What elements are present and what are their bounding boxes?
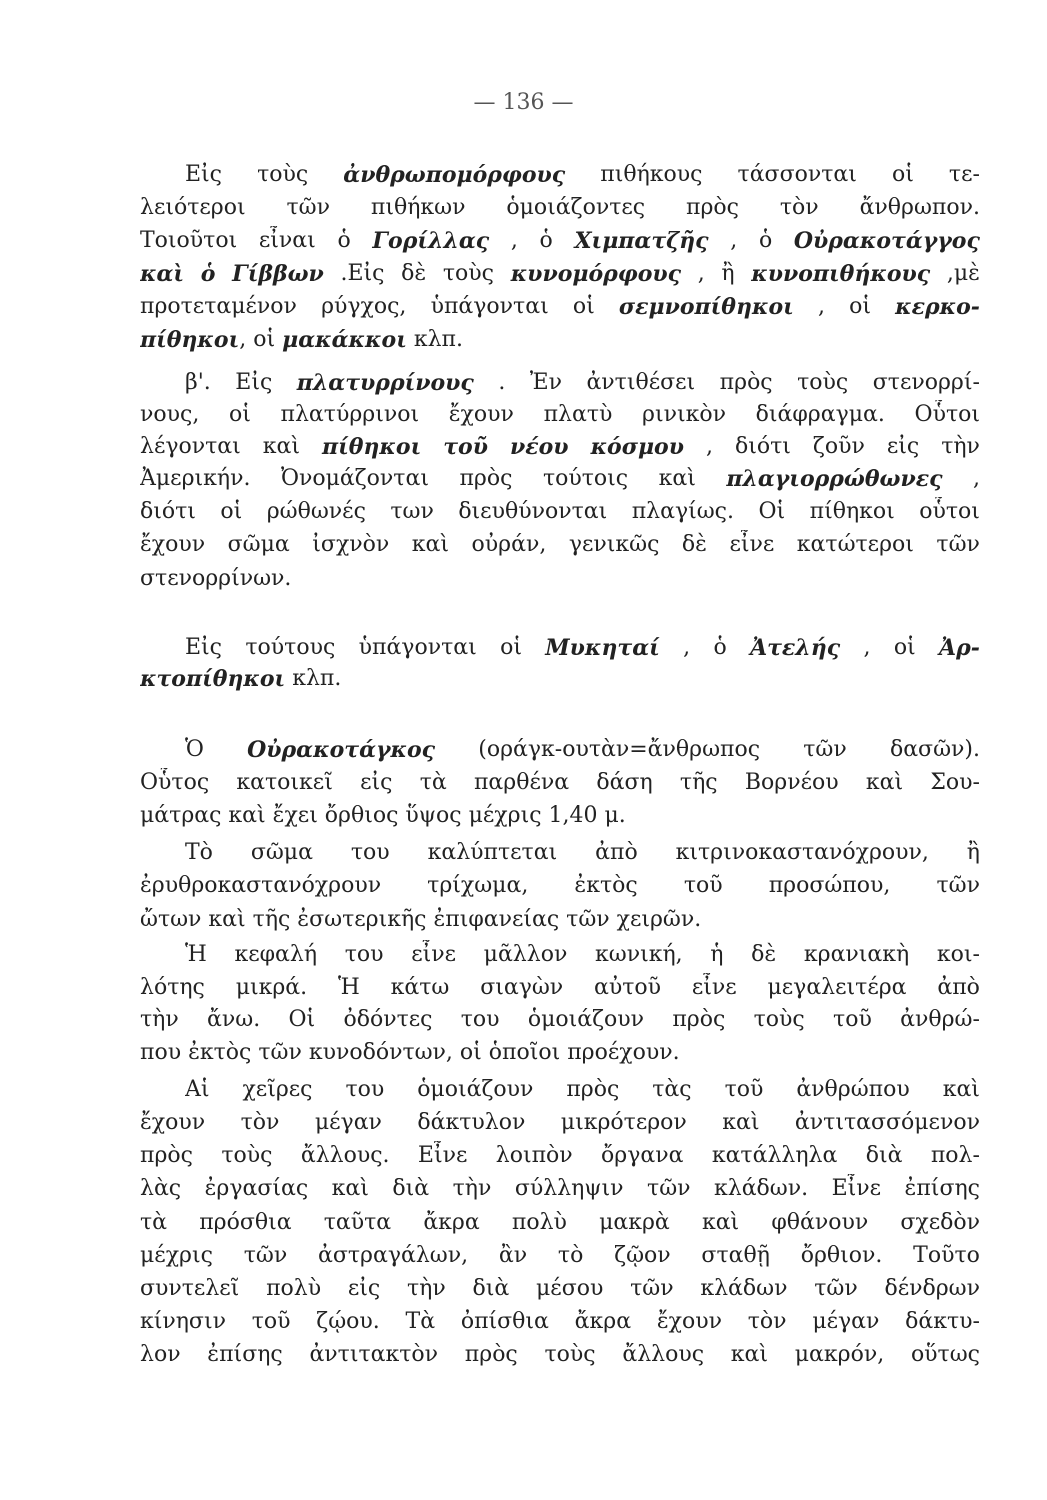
word: τε-	[948, 162, 980, 187]
word: ἀστραγάλων,	[318, 1243, 469, 1268]
word: μακρόν,	[794, 1342, 885, 1367]
word: τῶν	[647, 1176, 691, 1201]
word: τὰ	[419, 770, 447, 795]
text-line	[140, 871, 980, 901]
word: σῶμα	[250, 840, 313, 865]
word: ὁμοιάζουν	[527, 1007, 645, 1032]
word: ὑπάγονται	[358, 635, 477, 660]
word: καὶ	[411, 532, 450, 557]
word: τοῦ	[833, 1007, 872, 1032]
word: διάφραγμα.	[755, 402, 885, 427]
word: λότης	[140, 975, 205, 1000]
word: ζῷον	[614, 1243, 671, 1268]
word: ὁμοιάζοντες	[506, 195, 646, 220]
word: τὸν	[240, 1110, 280, 1135]
word: τοὺς	[544, 1342, 596, 1367]
word: των	[390, 499, 434, 524]
word: μέγαν	[812, 1309, 880, 1334]
word: γενικῶς	[568, 532, 660, 557]
word: τοὺς	[221, 1143, 273, 1168]
emphasis-word: Γίββων	[232, 261, 324, 287]
word: λὰς	[140, 1176, 182, 1201]
word: Εἰς	[185, 635, 223, 660]
word: ,	[863, 635, 871, 660]
text-line	[140, 193, 980, 223]
word: ἐκτὸς	[574, 873, 638, 898]
word: εἶνε	[691, 975, 737, 1000]
text-line	[140, 1307, 980, 1337]
word: οἱ	[893, 635, 916, 660]
text-segment: στενορρίνων.	[140, 566, 292, 591]
word: δὲ	[681, 532, 707, 557]
word: τὴν	[452, 1176, 492, 1201]
word: τούτους	[245, 635, 336, 660]
word: β'.	[185, 370, 211, 395]
word: μέγαν	[314, 1110, 382, 1135]
word: πλατὺ	[543, 402, 613, 427]
word: πίθηκοι	[809, 499, 895, 524]
text-line	[140, 664, 980, 694]
word: εἶνε	[411, 942, 456, 967]
word: μέχρις	[140, 1243, 213, 1268]
word: ἄκρα	[574, 1309, 632, 1334]
word: καὶ	[942, 1077, 980, 1102]
emphasis-word: Ἀτελής	[750, 635, 841, 661]
word: Εἶνε	[417, 1143, 468, 1168]
word: λέγονται	[140, 434, 241, 459]
word: ὁ	[337, 228, 351, 253]
word: ἀντιτασσόμενον	[794, 1110, 980, 1135]
word: τούτοις	[542, 466, 629, 491]
word: διὰ	[392, 1176, 430, 1201]
text-segment: κλπ.	[285, 666, 342, 691]
word: συντελεῖ	[140, 1276, 240, 1301]
word: κεφαλή	[234, 942, 318, 967]
text-line	[185, 633, 980, 663]
word: ὁ	[713, 635, 727, 660]
word: του	[460, 1007, 500, 1032]
text-segment: κλπ.	[406, 327, 463, 352]
word: πρὸς	[672, 1007, 726, 1032]
word: μικρότερον	[560, 1110, 687, 1135]
word: Ἀμερικήν.	[140, 466, 251, 491]
text-line	[140, 1208, 980, 1238]
page-number: — 136 —	[473, 90, 574, 115]
word: πρὸς	[566, 1077, 620, 1102]
word: Οὗτοι	[914, 402, 980, 427]
word: καὶ	[722, 1110, 760, 1135]
word: διὰ	[472, 1276, 510, 1301]
text-line	[185, 735, 980, 765]
word: λειότεροι	[140, 195, 246, 220]
word: καλύπτεται	[427, 840, 558, 865]
word: χεῖρες	[242, 1077, 313, 1102]
word: πλαγίως.	[631, 499, 734, 524]
word: Εἰς	[185, 162, 223, 187]
word: κατάλληλα	[711, 1143, 838, 1168]
word: τῶν	[936, 873, 980, 898]
text-line	[140, 259, 980, 289]
text-line	[185, 940, 980, 970]
word: δάση	[596, 770, 653, 795]
word: κλάδων.	[714, 1176, 809, 1201]
word: τοὺς	[257, 162, 309, 187]
word: πρὸς	[140, 1143, 193, 1168]
word: (οράγκ-ουτὰν=ἄνθρωπος	[478, 737, 761, 762]
word: ,μὲ	[946, 261, 980, 286]
word: ἔχουν	[448, 402, 514, 427]
word: τῆς	[679, 770, 718, 795]
word: τὴν	[941, 434, 980, 459]
word: δασῶν).	[889, 737, 980, 762]
text-segment: ὤτων καὶ τῆς ἐσωτερικῆς ἐπιφανείας τῶν χειρῶν.	[140, 907, 702, 932]
word: κατώτεροι	[796, 532, 914, 557]
word: ζοῦν	[812, 434, 865, 459]
word: ἔχουν	[140, 1110, 206, 1135]
word: ὁ	[758, 228, 773, 253]
word: σχεδὸν	[900, 1210, 980, 1235]
emphasis-word: Οὐρακοτάγγος	[793, 228, 980, 254]
word: οἱ	[572, 294, 595, 319]
word: πρὸς	[459, 466, 513, 491]
word: εἶναι	[258, 228, 316, 253]
word: τὴν	[407, 1276, 446, 1301]
word: τὸν	[747, 1309, 787, 1334]
word: Τὰ	[405, 1309, 436, 1334]
word: παρθένα	[473, 770, 570, 795]
text-line	[140, 325, 980, 355]
word: ,	[697, 261, 705, 286]
word: πιθήκους	[600, 162, 703, 187]
word: μέσου	[536, 1276, 604, 1301]
word: λοιπὸν	[495, 1143, 573, 1168]
word: τὸν	[779, 195, 819, 220]
word: κρανιακὴ	[803, 942, 910, 967]
word: καὶ	[865, 770, 904, 795]
text-line	[140, 292, 980, 322]
word: αὐτοῦ	[594, 975, 662, 1000]
text-line	[140, 497, 980, 527]
word: πολὺ	[511, 1210, 567, 1235]
word: μᾶλλον	[483, 942, 568, 967]
word: δὲ	[401, 261, 427, 286]
word: ἀνθρώ-	[900, 1007, 980, 1032]
text-line	[185, 368, 980, 398]
word: τοὺς	[753, 1007, 805, 1032]
word: τῶν	[630, 1276, 674, 1301]
emphasis-word: κερκο-	[895, 294, 980, 320]
word: ἐργασίας	[204, 1176, 309, 1201]
word: πολ-	[930, 1143, 980, 1168]
word: οὕτως	[910, 1342, 980, 1367]
word: Αἱ	[185, 1077, 210, 1102]
word: ρινικὸν	[642, 402, 726, 427]
word: ,	[730, 228, 738, 253]
text-line	[140, 905, 980, 935]
word: ἄκρα	[423, 1210, 480, 1235]
word: ὄρθιον.	[800, 1243, 883, 1268]
word: ἐρυθροκαστανόχρουν	[140, 873, 382, 898]
word: σιαγὼν	[480, 975, 564, 1000]
emphasis-word: πίθηκοι	[322, 434, 422, 460]
word: μικρά.	[235, 975, 308, 1000]
word: ἄλλους	[622, 1342, 705, 1367]
word: κάτω	[390, 975, 450, 1000]
emphasis-word: κόσμου	[590, 434, 684, 460]
word: διὰ	[865, 1143, 903, 1168]
word: ἡ	[710, 942, 724, 967]
emphasis-text: πίθηκοι	[140, 327, 240, 353]
emphasis-word: τοῦ	[443, 434, 488, 460]
word: καὶ	[262, 434, 300, 459]
word: ἔχουν	[656, 1309, 722, 1334]
word: σῶμα	[227, 532, 290, 557]
word: ἢ	[721, 261, 735, 286]
emphasis-word: ὁ	[200, 261, 216, 287]
word: οἱ	[228, 402, 251, 427]
emphasis-word: Μυκηταί	[545, 635, 660, 661]
word: του	[350, 840, 390, 865]
word: ὄργανα	[601, 1143, 684, 1168]
word: Ἡ	[185, 942, 207, 967]
word: ἄνω.	[207, 1007, 261, 1032]
word: ὁ	[539, 228, 553, 253]
emphasis-word: Ἀρ-	[939, 635, 980, 661]
text-segment: που ἐκτὸς τῶν κυνοδόντων, οἱ ὁποῖοι προέχουν.	[140, 1040, 680, 1065]
emphasis-word: πλατυρρίνους	[296, 370, 474, 396]
text-line	[140, 530, 980, 560]
word: πρόσθια	[199, 1210, 292, 1235]
word: λον	[140, 1342, 181, 1367]
word: Ὁ	[185, 737, 204, 762]
word: καὶ	[730, 1342, 769, 1367]
word: Οἱ	[288, 1007, 316, 1032]
word: εἶνε	[729, 532, 775, 557]
word: .	[498, 370, 506, 395]
emphasis-word: κυνοπιθήκους	[751, 261, 931, 287]
word: Τοιοῦτοι	[140, 228, 238, 253]
text-line	[140, 1038, 980, 1068]
text-segment: μάτρας καὶ ἔχει ὄρθιος ὕψος μέχρις 1,40 μ.	[140, 803, 626, 828]
word: Ὀνομάζονται	[280, 466, 429, 491]
word: ἀπὸ	[937, 975, 980, 1000]
text-line	[140, 768, 980, 798]
emphasis-word: σεμνοπίθηκοι	[618, 294, 794, 320]
text-line	[185, 160, 980, 190]
word: κοι-	[936, 942, 980, 967]
word: Τοῦτο	[913, 1243, 980, 1268]
word: ὁμοιάζουν	[417, 1077, 534, 1102]
word: οἱ	[500, 635, 522, 660]
word: τῶν	[243, 1243, 288, 1268]
word: πρὸς	[464, 1342, 518, 1367]
word: ὀπίσθια	[460, 1309, 549, 1334]
emphasis-word: Οὐρακοτάγκος	[247, 737, 436, 763]
word: ἢ	[966, 840, 980, 865]
word: μακρὰ	[599, 1210, 670, 1235]
word: δένδρων	[884, 1276, 980, 1301]
emphasis-word: καὶ	[140, 261, 185, 287]
word: ἀπὸ	[595, 840, 638, 865]
text-line	[140, 400, 980, 430]
word: ἄνθρωπον.	[859, 195, 980, 220]
text-line	[140, 432, 980, 462]
emphasis-word: ἀνθρωπομόρφους	[343, 162, 566, 188]
word: σύλληψιν	[514, 1176, 624, 1201]
word: τοῦ	[683, 873, 723, 898]
text-line	[140, 801, 980, 831]
word: τῶν	[286, 195, 330, 220]
word: ,	[510, 228, 518, 253]
word: τρίχωμα,	[427, 873, 529, 898]
word: του	[344, 942, 384, 967]
word: τοὺς	[797, 370, 849, 395]
word: ἐπίσης	[904, 1176, 980, 1201]
word: πρὸς	[685, 195, 739, 220]
word: οὗτοι	[919, 499, 980, 524]
word: ταῦτα	[323, 1210, 392, 1235]
word: ἀνθρώπου	[796, 1077, 910, 1102]
word: ρώθωνές	[266, 499, 366, 524]
text-line	[140, 1340, 980, 1370]
word: κιτρινοκαστανόχρουν,	[675, 840, 929, 865]
word: τὰς	[652, 1077, 692, 1102]
word: τὸ	[557, 1243, 584, 1268]
word: τῶν	[936, 532, 980, 557]
word: εἰς	[347, 1276, 381, 1301]
word: καὶ	[331, 1176, 369, 1201]
word: κίνησιν	[140, 1309, 226, 1334]
word: καὶ	[658, 466, 696, 491]
word: ἄλλους.	[300, 1143, 390, 1168]
text-line	[185, 838, 980, 868]
word: διότι	[140, 499, 196, 524]
word: νους,	[140, 402, 200, 427]
word: πιθήκων	[370, 195, 466, 220]
word: .Εἰς	[340, 261, 385, 286]
word: τὴν	[140, 1007, 179, 1032]
word: τοῦ	[724, 1077, 764, 1102]
word: στενορρί-	[872, 370, 980, 395]
word: ρύγχος,	[321, 294, 407, 319]
word: κωνική,	[595, 942, 683, 967]
word: τοῦ	[251, 1309, 291, 1334]
text-line	[140, 1274, 980, 1304]
word: πλατύρρινοι	[280, 402, 420, 427]
emphasis-word: νέου	[509, 434, 569, 460]
text-line	[140, 1141, 980, 1171]
word: τάσσονται	[737, 162, 857, 187]
word: εἰς	[360, 770, 393, 795]
word: δάκτυλον	[417, 1110, 526, 1135]
word: ,	[706, 434, 713, 459]
word: ὑπάγονται	[430, 294, 549, 319]
word: οὐράν,	[471, 532, 547, 557]
word: οἱ	[891, 162, 914, 187]
text-line	[140, 973, 980, 1003]
emphasis-word: Γορίλλας	[372, 228, 490, 254]
word: τῶν	[814, 1276, 858, 1301]
word: σταθῇ	[701, 1243, 770, 1268]
emphasis-word: πλαγιορρώθωνες	[726, 466, 943, 492]
word: ἰσχνὸν	[312, 532, 390, 557]
word: ἀντιθέσει	[586, 370, 696, 395]
text-line	[140, 226, 980, 256]
word: Εἰς	[235, 370, 273, 395]
text-segment: , οἱ	[239, 327, 283, 352]
text-line	[140, 1005, 980, 1035]
word: Οὗτος	[140, 770, 210, 795]
word: διευθύνονται	[458, 499, 608, 524]
word: οἱ	[849, 294, 871, 319]
word: κλάδων	[700, 1276, 788, 1301]
text-line	[140, 564, 980, 594]
text-line	[140, 464, 980, 494]
word: τῶν	[803, 737, 847, 762]
word: πολὺ	[266, 1276, 322, 1301]
emphasis-word: κυνομόρφους	[510, 261, 682, 287]
word: κατοικεῖ	[236, 770, 333, 795]
word: Σου-	[930, 770, 980, 795]
word: διότι	[735, 434, 791, 459]
word: ,	[683, 635, 691, 660]
word: πρὸς	[719, 370, 773, 395]
word: Εἶνε	[831, 1176, 882, 1201]
emphasis-word: Χιμπατζῆς	[574, 228, 709, 254]
word: ἂν	[498, 1243, 528, 1268]
text-line	[140, 1174, 980, 1204]
text-line	[140, 1108, 980, 1138]
word: τὰ	[140, 1210, 168, 1235]
word: ὀδόντες	[343, 1007, 433, 1032]
emphasis-text: κτοπίθηκοι	[140, 666, 286, 692]
word: Ἐν	[529, 370, 562, 395]
word: φθάνουν	[771, 1210, 869, 1235]
word: οἱ	[220, 499, 243, 524]
word: δάκτυ-	[905, 1309, 980, 1334]
word: καὶ	[701, 1210, 740, 1235]
word: τοὺς	[442, 261, 495, 286]
text-line	[185, 1075, 980, 1105]
emphasis-text: μακάκκοι	[282, 327, 407, 353]
word: του	[345, 1077, 385, 1102]
word: ἀντιτακτὸν	[309, 1342, 439, 1367]
word: ,	[973, 466, 980, 491]
word: εἰς	[886, 434, 920, 459]
word: ἔχουν	[140, 532, 206, 557]
word: ἐπίσης	[207, 1342, 283, 1367]
word: Βορνέου	[744, 770, 839, 795]
word: προτεταμένον	[140, 294, 297, 319]
text-line	[140, 1241, 980, 1271]
word: ,	[817, 294, 825, 319]
word: Οἱ	[758, 499, 786, 524]
word: ζῴου.	[316, 1309, 380, 1334]
word: Ἡ	[338, 975, 360, 1000]
word: προσώπου,	[768, 873, 891, 898]
word: μεγαλειτέρα	[767, 975, 907, 1000]
word: Τὸ	[185, 840, 213, 865]
word: δὲ	[751, 942, 777, 967]
